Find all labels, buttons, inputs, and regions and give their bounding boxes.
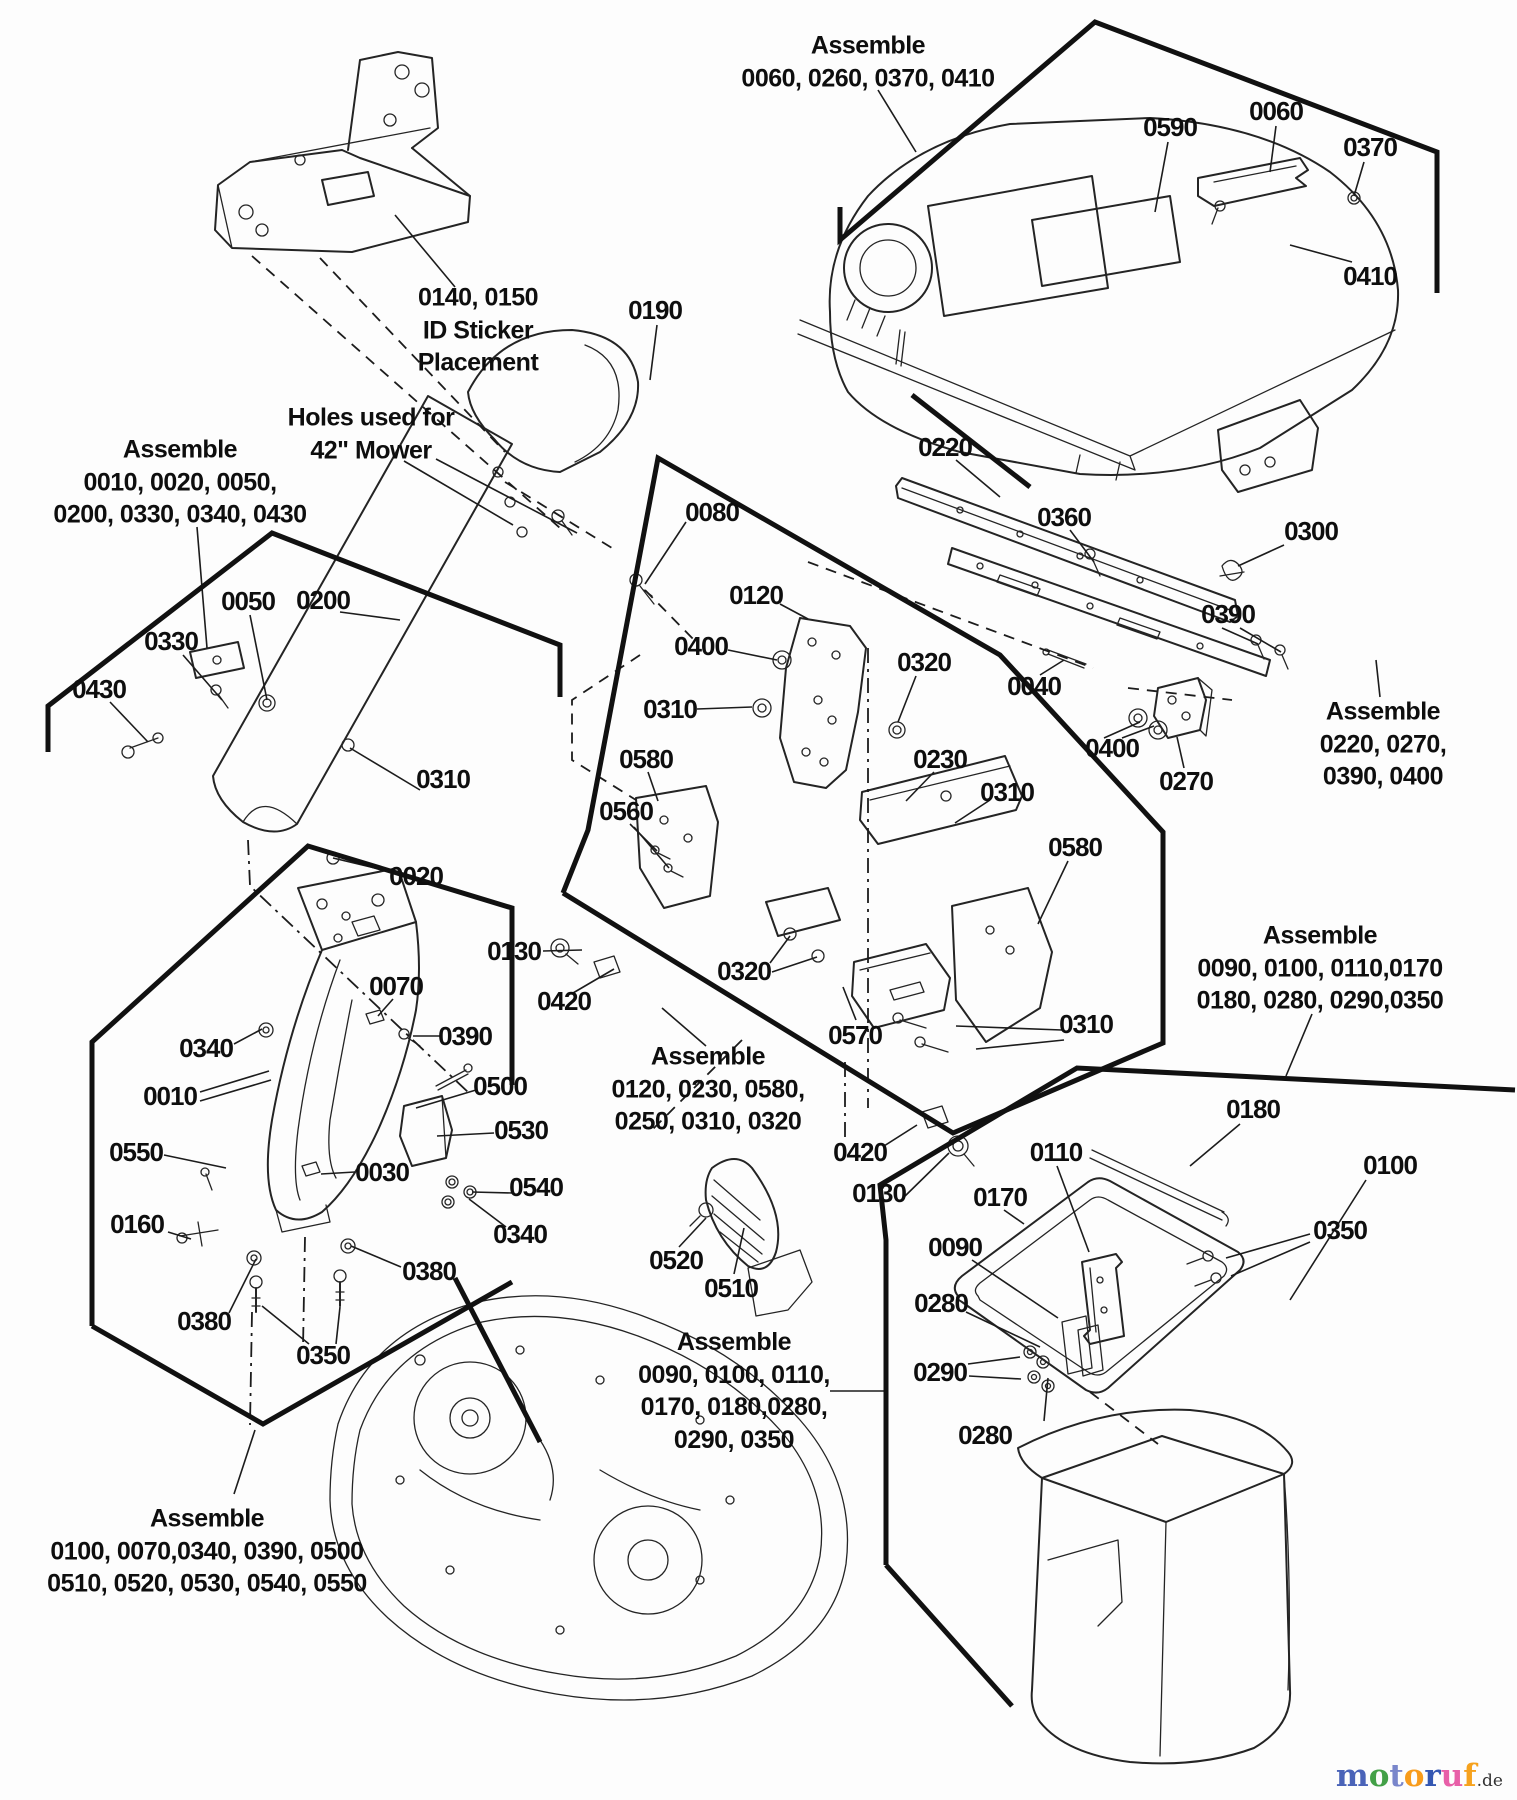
part-label-0350: 0350	[296, 1340, 350, 1370]
part-label-0510: 0510	[704, 1273, 758, 1303]
part-label-0550: 0550	[109, 1137, 163, 1167]
part-label-0540: 0540	[509, 1172, 563, 1202]
part-label-0390: 0390	[438, 1021, 492, 1051]
logo-letter: o	[1368, 1758, 1390, 1794]
part-label-0120: 0120	[729, 580, 783, 610]
part-label-0030: 0030	[355, 1157, 409, 1187]
logo-letter: o	[1403, 1758, 1425, 1794]
part-label-0320: 0320	[717, 956, 771, 986]
note-assemble-rail: Assemble 0220, 0270, 0390, 0400	[1319, 697, 1447, 791]
part-label-0060: 0060	[1249, 96, 1303, 126]
part-label-0020: 0020	[389, 861, 443, 891]
part-label-0180: 0180	[1226, 1094, 1280, 1124]
part-label-0580: 0580	[1048, 832, 1102, 862]
note-assemble-bag-center: Assemble 0090, 0100, 0110, 0170, 0180,0280, 0290, 0350	[638, 1328, 830, 1454]
part-label-0110: 0110	[1029, 1137, 1083, 1167]
part-label-0560: 0560	[599, 796, 653, 826]
part-label-0310: 0310	[1059, 1009, 1113, 1039]
part-label-0590: 0590	[1143, 112, 1197, 142]
logo-letter: r	[1424, 1758, 1441, 1794]
note-assemble-left: Assemble 0010, 0020, 0050, 0200, 0330, 0340, 0430	[53, 435, 307, 529]
part-label-0200: 0200	[296, 585, 350, 615]
part-label-0160: 0160	[110, 1209, 164, 1239]
part-label-0040: 0040	[1007, 671, 1061, 701]
part-label-0570: 0570	[828, 1020, 882, 1050]
motoruf-logo	[1336, 1758, 1503, 1794]
motoruf-wordmark	[1336, 1758, 1477, 1794]
part-label-0420: 0420	[833, 1137, 887, 1167]
note-assemble-center: Assemble 0120, 0230, 0580, 0250, 0310, 0320	[611, 1042, 805, 1136]
part-label-0530: 0530	[494, 1115, 548, 1145]
part-label-0400: 0400	[674, 631, 728, 661]
part-label-0080: 0080	[685, 497, 739, 527]
part-label-0410: 0410	[1343, 261, 1397, 291]
part-label-0330: 0330	[144, 626, 198, 656]
part-label-0220: 0220	[918, 432, 972, 462]
part-label-0420: 0420	[537, 986, 591, 1016]
logo-letter: f	[1463, 1758, 1477, 1794]
part-label-0520: 0520	[649, 1245, 703, 1275]
part-label-0430: 0430	[72, 674, 126, 704]
motoruf-tld: .de	[1476, 1771, 1503, 1791]
part-label-0340: 0340	[179, 1033, 233, 1063]
part-label-0170: 0170	[973, 1182, 1027, 1212]
logo-letter: u	[1440, 1758, 1464, 1794]
part-label-0280: 0280	[914, 1288, 968, 1318]
part-label-0400: 0400	[1085, 733, 1139, 763]
note-assemble-deck: Assemble 0100, 0070,0340, 0390, 0500 0510, 0520, 0530, 0540, 0550	[47, 1504, 367, 1598]
part-label-0370: 0370	[1343, 132, 1397, 162]
logo-letter: t	[1389, 1758, 1404, 1794]
part-label-0010: 0010	[143, 1081, 197, 1111]
part-label-0190: 0190	[628, 295, 682, 325]
part-label-0100: 0100	[1363, 1150, 1417, 1180]
part-label-0310: 0310	[980, 777, 1034, 807]
part-label-0230: 0230	[913, 744, 967, 774]
logo-letter: m	[1335, 1758, 1369, 1794]
part-label-0390: 0390	[1201, 599, 1255, 629]
part-label-0090: 0090	[928, 1232, 982, 1262]
note-assemble-bag-right: Assemble 0090, 0100, 0110,0170 0180, 0280, 0290,0350	[1196, 921, 1444, 1015]
note-id-sticker: 0140, 0150 ID Sticker Placement	[417, 283, 539, 377]
part-label-0350: 0350	[1313, 1215, 1367, 1245]
note-holes-42: Holes used for 42" Mower	[287, 403, 455, 464]
part-label-0380: 0380	[402, 1256, 456, 1286]
part-label-0340: 0340	[493, 1219, 547, 1249]
part-label-0310: 0310	[643, 694, 697, 724]
part-label-0360: 0360	[1037, 502, 1091, 532]
part-label-0580: 0580	[619, 744, 673, 774]
part-label-0270: 0270	[1159, 766, 1213, 796]
part-label-0320: 0320	[897, 647, 951, 677]
part-label-0380: 0380	[177, 1306, 231, 1336]
part-label-0290: 0290	[913, 1357, 967, 1387]
part-label-0070: 0070	[369, 971, 423, 1001]
part-label-0300: 0300	[1284, 516, 1338, 546]
note-assemble-top: Assemble 0060, 0260, 0370, 0410	[741, 31, 995, 92]
part-label-0310: 0310	[416, 764, 470, 794]
part-label-0500: 0500	[473, 1071, 527, 1101]
part-label-0130: 0130	[852, 1178, 906, 1208]
part-label-0050: 0050	[221, 586, 275, 616]
part-label-0130: 0130	[487, 936, 541, 966]
part-label-0280: 0280	[958, 1420, 1012, 1450]
